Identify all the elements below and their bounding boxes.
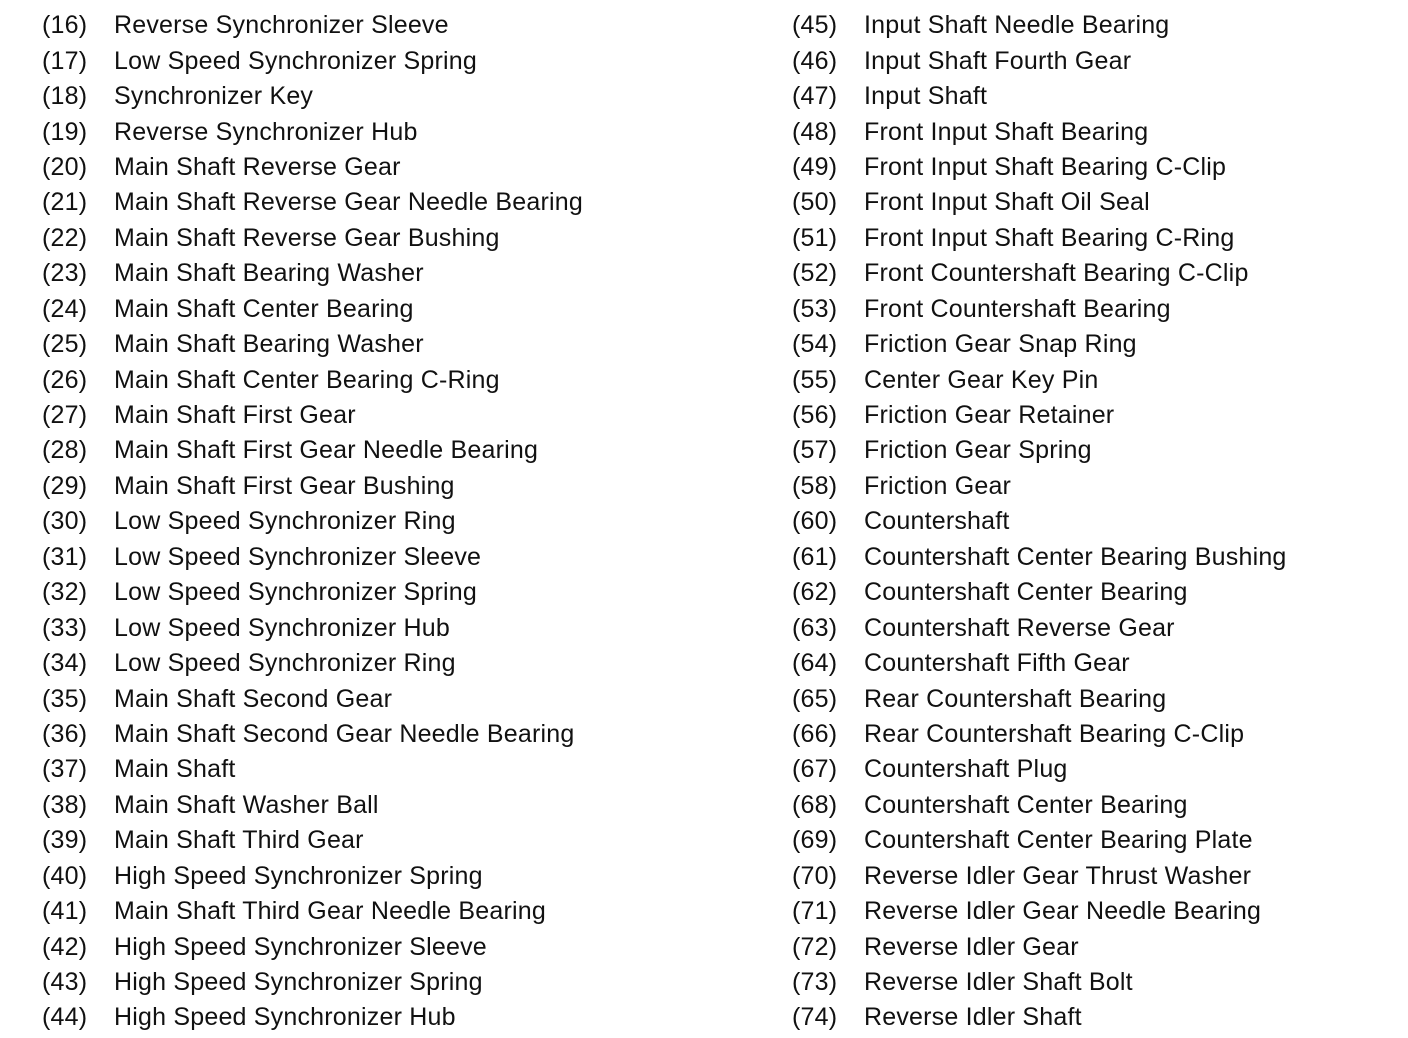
- part-number: (40): [42, 861, 88, 890]
- part-name: Friction Gear: [864, 471, 1012, 500]
- part-name: Main Shaft Reverse Gear Bushing: [114, 223, 500, 252]
- part-name: High Speed Synchronizer Spring: [114, 861, 483, 890]
- part-name: Main Shaft First Gear Needle Bearing: [114, 436, 539, 465]
- part-number: (26): [42, 365, 88, 394]
- part-number: (51): [792, 223, 838, 252]
- part-number: (36): [42, 719, 88, 748]
- list-item: [42, 859, 742, 894]
- part-number: (65): [792, 684, 838, 713]
- part-number: (58): [792, 471, 838, 500]
- part-number: (48): [792, 117, 838, 146]
- part-number: (42): [42, 932, 88, 961]
- list-item: [42, 398, 742, 433]
- part-name: Reverse Idler Gear Thrust Washer: [864, 861, 1252, 890]
- part-name: Center Gear Key Pin: [864, 365, 1099, 394]
- part-number: (74): [792, 1003, 838, 1032]
- part-name: Reverse Idler Shaft: [864, 1003, 1082, 1032]
- part-name: Countershaft Reverse Gear: [864, 613, 1175, 642]
- part-number: (23): [42, 259, 88, 288]
- part-name: Low Speed Synchronizer Hub: [114, 613, 450, 642]
- list-item: [42, 1000, 742, 1035]
- list-item: [42, 8, 742, 43]
- list-item: [792, 43, 1392, 78]
- list-item: [792, 610, 1392, 645]
- list-item: [792, 1000, 1392, 1035]
- list-item: [42, 469, 742, 504]
- list-item: [42, 150, 742, 185]
- part-number: (19): [42, 117, 88, 146]
- part-number: (53): [792, 294, 838, 323]
- part-name: Low Speed Synchronizer Spring: [114, 578, 477, 607]
- part-name: Main Shaft Second Gear Needle Bearing: [114, 719, 575, 748]
- part-name: Reverse Synchronizer Sleeve: [114, 11, 449, 40]
- part-number: (63): [792, 613, 838, 642]
- part-number: (70): [792, 861, 838, 890]
- list-item: [792, 362, 1392, 397]
- part-name: Countershaft: [864, 507, 1010, 536]
- list-item: [792, 575, 1392, 610]
- list-item: [42, 292, 742, 327]
- part-name: Low Speed Synchronizer Ring: [114, 649, 456, 678]
- part-number: (68): [792, 790, 838, 819]
- part-number: (71): [792, 897, 838, 926]
- part-number: (33): [42, 613, 88, 642]
- list-item: [42, 717, 742, 752]
- part-number: (35): [42, 684, 88, 713]
- part-number: (32): [42, 578, 88, 607]
- list-item: [792, 256, 1392, 291]
- part-name: Main Shaft: [114, 755, 236, 784]
- part-name: Main Shaft Bearing Washer: [114, 259, 424, 288]
- part-name: Reverse Idler Gear Needle Bearing: [864, 897, 1262, 926]
- part-name: Main Shaft Center Bearing: [114, 294, 414, 323]
- part-number: (73): [792, 968, 838, 997]
- part-name: Main Shaft First Gear: [114, 401, 356, 430]
- part-number: (60): [792, 507, 838, 536]
- list-item: [792, 752, 1392, 787]
- part-number: (25): [42, 330, 88, 359]
- list-item: [42, 43, 742, 78]
- part-name: Low Speed Synchronizer Ring: [114, 507, 456, 536]
- list-item: [42, 540, 742, 575]
- list-item: [792, 292, 1392, 327]
- part-number: (39): [42, 826, 88, 855]
- part-number: (18): [42, 82, 88, 111]
- list-item: [792, 8, 1392, 43]
- list-item: [42, 752, 742, 787]
- part-name: Front Input Shaft Bearing C-Clip: [864, 152, 1227, 181]
- part-number: (64): [792, 649, 838, 678]
- part-name: Friction Gear Snap Ring: [864, 330, 1137, 359]
- list-item: [42, 681, 742, 716]
- part-number: (52): [792, 259, 838, 288]
- part-name: Reverse Idler Gear: [864, 932, 1079, 961]
- part-number: (62): [792, 578, 838, 607]
- list-item: [792, 965, 1392, 1000]
- list-item: [42, 221, 742, 256]
- part-number: (56): [792, 401, 838, 430]
- part-name: Countershaft Plug: [864, 755, 1068, 784]
- list-item: [792, 788, 1392, 823]
- part-name: Reverse Idler Shaft Bolt: [864, 968, 1133, 997]
- part-name: Reverse Synchronizer Hub: [114, 117, 418, 146]
- part-number: (43): [42, 968, 88, 997]
- list-item: [792, 327, 1392, 362]
- part-name: Main Shaft Third Gear: [114, 826, 364, 855]
- part-number: (49): [792, 152, 838, 181]
- list-item: [792, 859, 1392, 894]
- part-number: (30): [42, 507, 88, 536]
- part-number: (17): [42, 46, 88, 75]
- part-number: (67): [792, 755, 838, 784]
- list-item: [42, 327, 742, 362]
- parts-list-left-column: [42, 8, 742, 1036]
- part-name: Rear Countershaft Bearing C-Clip: [864, 719, 1245, 748]
- part-number: (24): [42, 294, 88, 323]
- part-number: (22): [42, 223, 88, 252]
- part-name: Synchronizer Key: [114, 82, 314, 111]
- part-number: (45): [792, 11, 838, 40]
- list-item: [792, 681, 1392, 716]
- part-name: Countershaft Center Bearing: [864, 578, 1188, 607]
- part-number: (69): [792, 826, 838, 855]
- list-item: [792, 894, 1392, 929]
- part-name: Main Shaft First Gear Bushing: [114, 471, 455, 500]
- list-item: [792, 717, 1392, 752]
- part-name: Countershaft Center Bearing: [864, 790, 1188, 819]
- list-item: [42, 256, 742, 291]
- part-number: (61): [792, 542, 838, 571]
- part-name: Low Speed Synchronizer Spring: [114, 46, 477, 75]
- list-item: [792, 398, 1392, 433]
- part-number: (20): [42, 152, 88, 181]
- parts-list-right-column: [792, 8, 1392, 1036]
- part-name: Front Input Shaft Bearing: [864, 117, 1149, 146]
- part-name: Countershaft Fifth Gear: [864, 649, 1130, 678]
- list-item: [42, 823, 742, 858]
- part-name: Countershaft Center Bearing Plate: [864, 826, 1253, 855]
- list-item: [792, 823, 1392, 858]
- list-item: [792, 150, 1392, 185]
- list-item: [792, 79, 1392, 114]
- list-item: [792, 929, 1392, 964]
- list-item: [42, 610, 742, 645]
- part-number: (31): [42, 542, 88, 571]
- part-number: (55): [792, 365, 838, 394]
- list-item: [42, 114, 742, 149]
- part-name: Countershaft Center Bearing Bushing: [864, 542, 1287, 571]
- list-item: [42, 433, 742, 468]
- list-item: [42, 362, 742, 397]
- list-item: [792, 433, 1392, 468]
- part-name: Friction Gear Retainer: [864, 401, 1115, 430]
- part-name: High Speed Synchronizer Hub: [114, 1003, 456, 1032]
- part-number: (57): [792, 436, 838, 465]
- part-name: Rear Countershaft Bearing: [864, 684, 1167, 713]
- part-number: (66): [792, 719, 838, 748]
- part-name: Input Shaft Fourth Gear: [864, 46, 1132, 75]
- part-number: (46): [792, 46, 838, 75]
- part-name: Main Shaft Bearing Washer: [114, 330, 424, 359]
- part-number: (27): [42, 401, 88, 430]
- part-name: Front Countershaft Bearing C-Clip: [864, 259, 1249, 288]
- part-name: Low Speed Synchronizer Sleeve: [114, 542, 482, 571]
- part-name: Front Input Shaft Oil Seal: [864, 188, 1150, 217]
- part-name: Main Shaft Washer Ball: [114, 790, 379, 819]
- part-number: (21): [42, 188, 88, 217]
- part-number: (47): [792, 82, 838, 111]
- part-name: High Speed Synchronizer Sleeve: [114, 932, 487, 961]
- part-name: Main Shaft Second Gear: [114, 684, 393, 713]
- list-item: [792, 540, 1392, 575]
- part-number: (54): [792, 330, 838, 359]
- part-name: Main Shaft Reverse Gear: [114, 152, 401, 181]
- part-number: (41): [42, 897, 88, 926]
- part-name: Input Shaft: [864, 82, 988, 111]
- part-name: Main Shaft Reverse Gear Needle Bearing: [114, 188, 583, 217]
- list-item: [792, 469, 1392, 504]
- list-item: [792, 185, 1392, 220]
- part-number: (16): [42, 11, 88, 40]
- part-number: (37): [42, 755, 88, 784]
- part-name: High Speed Synchronizer Spring: [114, 968, 483, 997]
- part-name: Front Countershaft Bearing: [864, 294, 1171, 323]
- list-item: [792, 221, 1392, 256]
- list-item: [42, 646, 742, 681]
- part-number: (38): [42, 790, 88, 819]
- list-item: [792, 646, 1392, 681]
- list-item: [42, 79, 742, 114]
- part-name: Input Shaft Needle Bearing: [864, 11, 1170, 40]
- part-name: Main Shaft Third Gear Needle Bearing: [114, 897, 546, 926]
- list-item: [42, 965, 742, 1000]
- part-name: Main Shaft Center Bearing C-Ring: [114, 365, 500, 394]
- part-number: (72): [792, 932, 838, 961]
- list-item: [42, 504, 742, 539]
- part-number: (50): [792, 188, 838, 217]
- part-number: (44): [42, 1003, 88, 1032]
- part-name: Friction Gear Spring: [864, 436, 1092, 465]
- list-item: [42, 894, 742, 929]
- list-item: [792, 504, 1392, 539]
- list-item: [42, 575, 742, 610]
- list-item: [792, 114, 1392, 149]
- part-name: Front Input Shaft Bearing C-Ring: [864, 223, 1235, 252]
- list-item: [42, 788, 742, 823]
- list-item: [42, 185, 742, 220]
- part-number: (29): [42, 471, 88, 500]
- list-item: [42, 929, 742, 964]
- part-number: (28): [42, 436, 88, 465]
- part-number: (34): [42, 649, 88, 678]
